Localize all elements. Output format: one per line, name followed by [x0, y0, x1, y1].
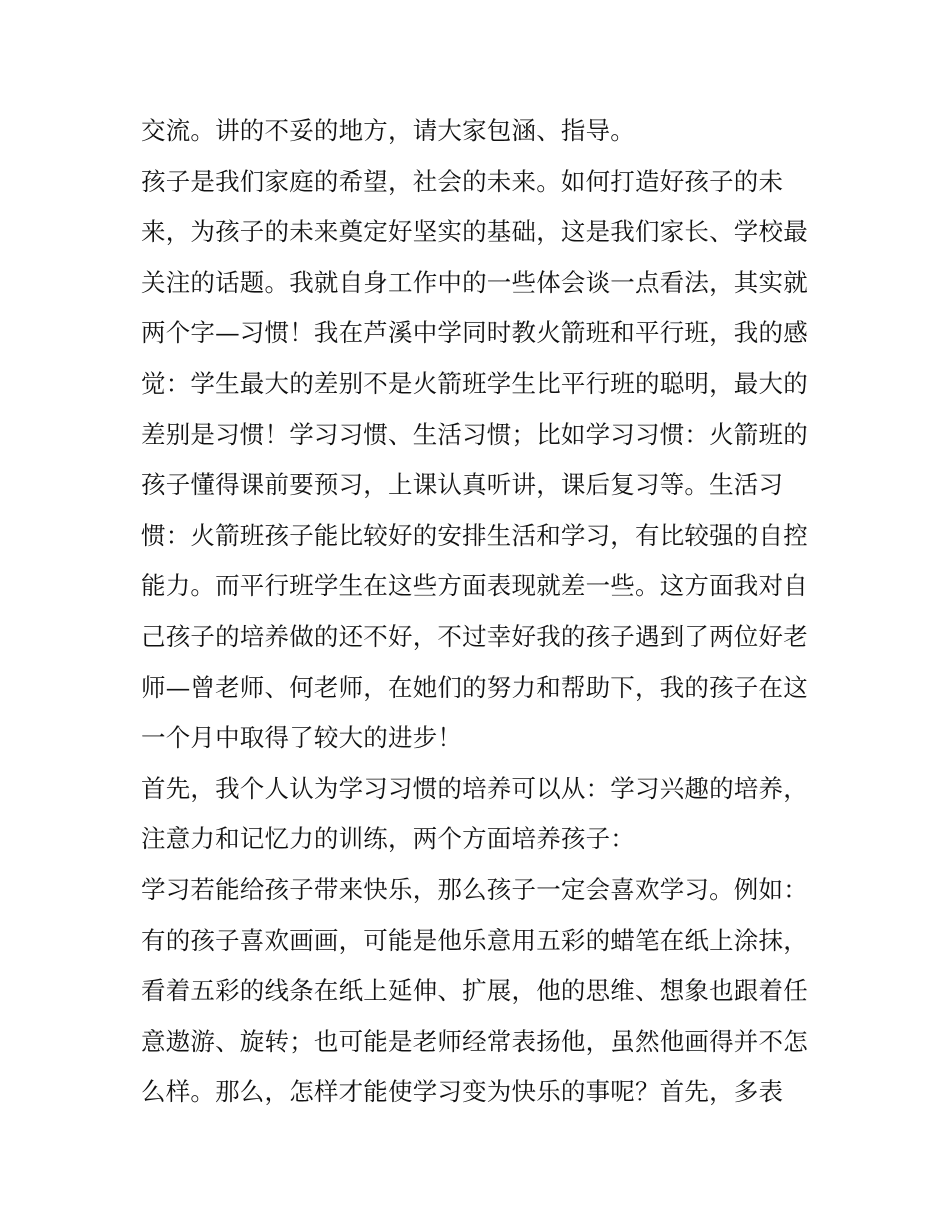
text-line: 首先，我个人认为学习习惯的培养可以从：学习兴趣的培养， [141, 773, 808, 803]
text-line: 学习若能给孩子带来快乐，那么孩子一定会喜欢学习。例如： [141, 874, 808, 904]
text-line: 孩子是我们家庭的希望，社会的未来。如何打造好孩子的未 [141, 166, 784, 196]
text-line: 看着五彩的线条在纸上延伸、扩展，他的思维、想象也跟着任 [141, 976, 808, 1006]
body-text [141, 106, 821, 1118]
text-line: 两个字—习惯！我在芦溪中学同时教火箭班和平行班，我的感 [141, 318, 808, 348]
text-line: 惯：火箭班孩子能比较好的安排生活和学习，有比较强的自控 [141, 520, 808, 550]
text-line: 注意力和记忆力的训练，两个方面培养孩子： [141, 824, 635, 854]
text-line: 交流。讲的不妥的地方，请大家包涵、指导。 [141, 116, 635, 145]
text-line: 关注的话题。我就自身工作中的一些体会谈一点看法，其实就 [141, 267, 808, 297]
text-line: 意遨游、旋转；也可能是老师经常表扬他，虽然他画得并不怎 [141, 1026, 808, 1056]
text-line: 来，为孩子的未来奠定好坚实的基础，这是我们家长、学校最 [141, 217, 808, 247]
text-line: 孩子懂得课前要预习，上课认真听讲，课后复习等。生活习 [141, 470, 784, 500]
text-line: 己孩子的培养做的还不好，不过幸好我的孩子遇到了两位好老 [141, 621, 808, 651]
text-line: 么样。那么，怎样才能使学习变为快乐的事呢？首先，多表 [141, 1077, 784, 1107]
text-line: 一个月中取得了较大的进步！ [141, 723, 463, 753]
text-line: 差别是习惯！学习习惯、生活习惯；比如学习习惯：火箭班的 [141, 419, 808, 449]
text-line: 觉：学生最大的差别不是火箭班学生比平行班的聪明，最大的 [141, 368, 808, 398]
text-line: 师—曾老师、何老师，在她们的努力和帮助下，我的孩子在这 [141, 672, 808, 702]
text-line: 有的孩子喜欢画画，可能是他乐意用五彩的蜡笔在纸上涂抹， [141, 925, 808, 955]
text-line: 能力。而平行班学生在这些方面表现就差一些。这方面我对自 [141, 571, 808, 601]
